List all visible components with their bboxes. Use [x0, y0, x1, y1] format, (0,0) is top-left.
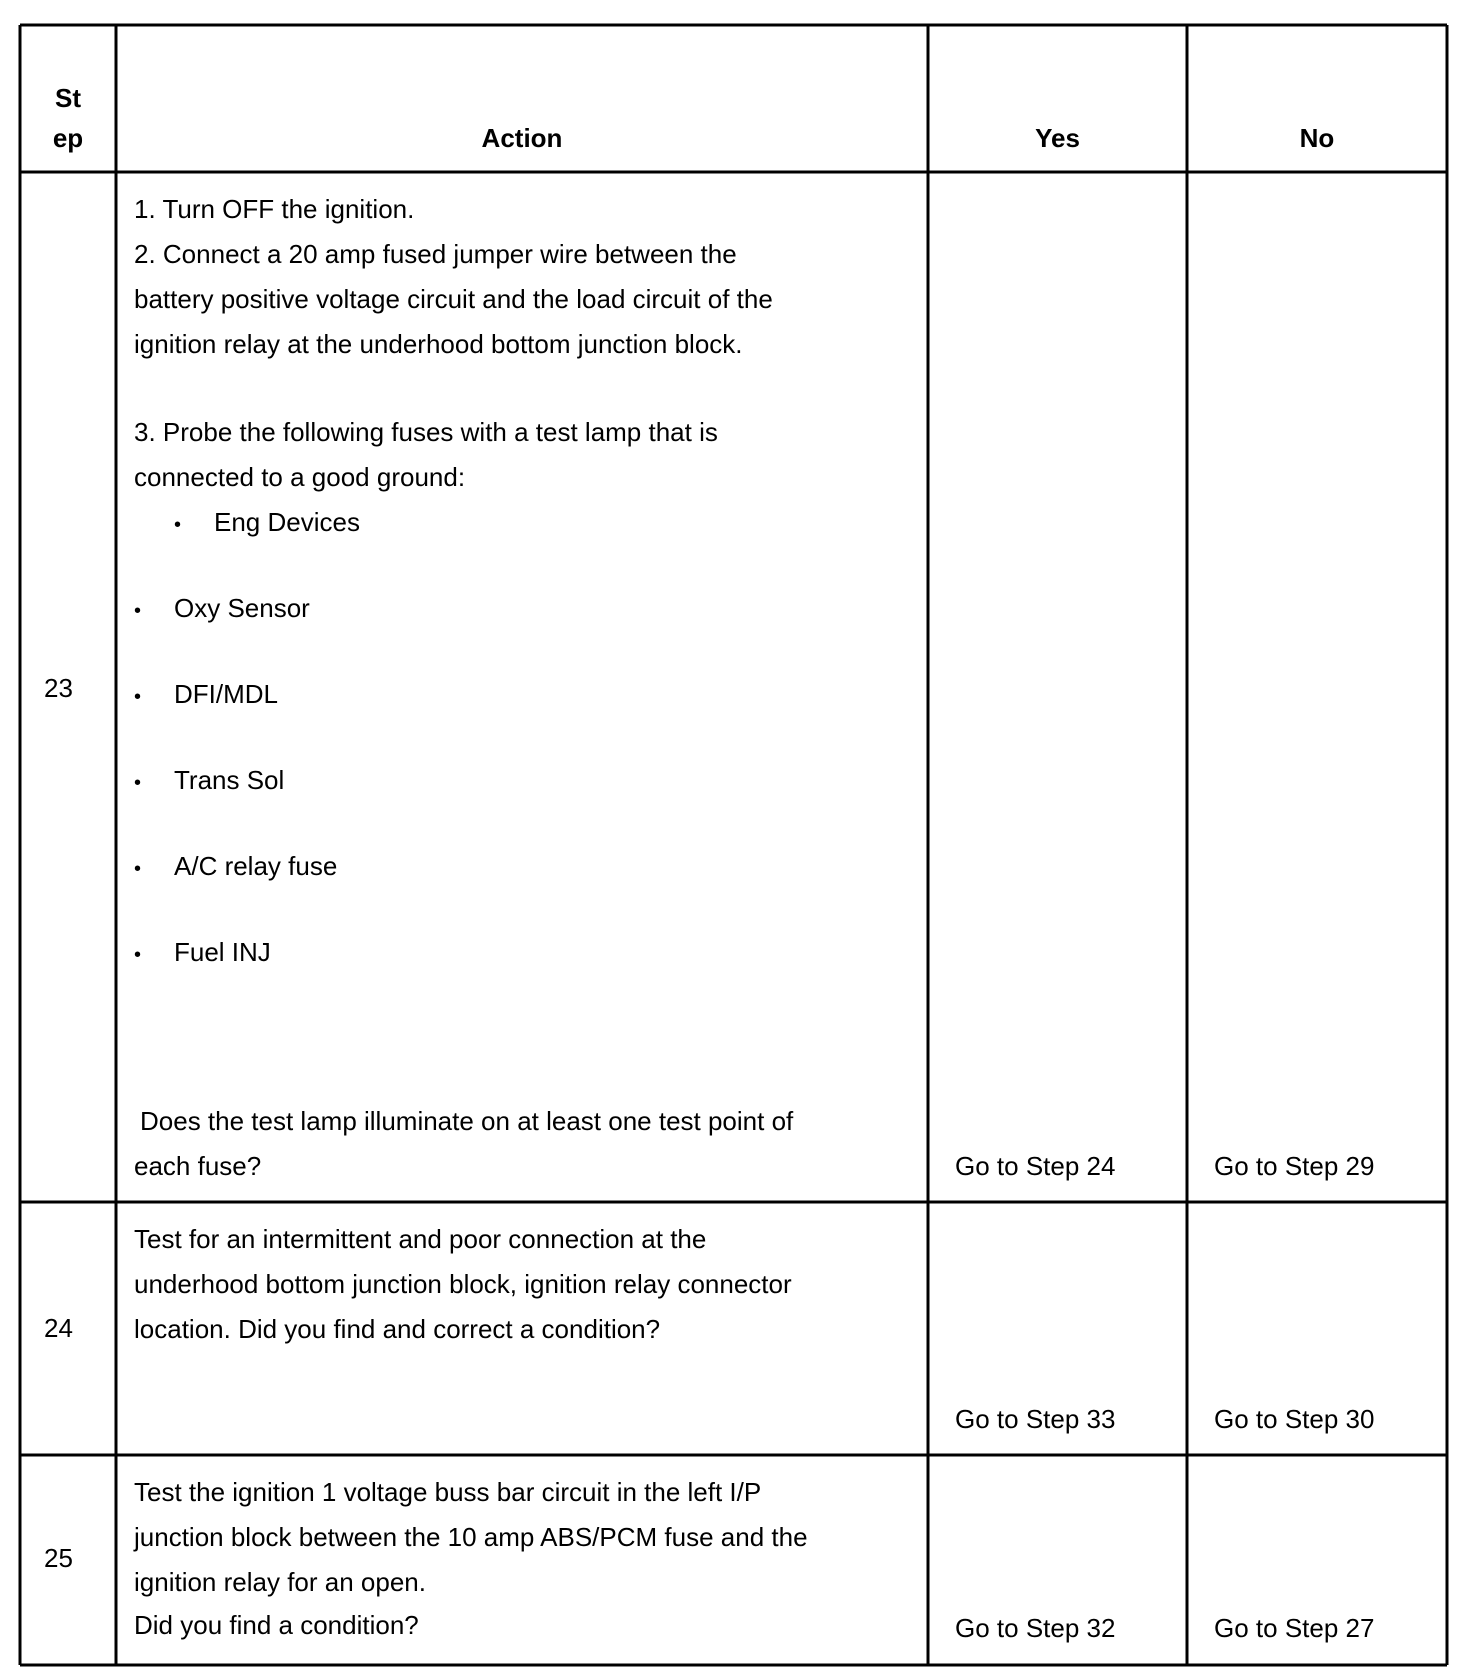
yes-result: Go to Step 24	[955, 1151, 1116, 1181]
action-line: Did you find a condition?	[134, 1610, 419, 1640]
bullet-icon: •	[134, 944, 142, 966]
no-result: Go to Step 30	[1214, 1404, 1375, 1434]
bullet-icon: •	[134, 600, 142, 622]
list-item	[174, 500, 360, 547]
step-number: 25	[44, 1543, 73, 1573]
no-result: Go to Step 27	[1214, 1613, 1375, 1643]
step-number: 23	[44, 673, 73, 703]
action-line: 2. Connect a 20 amp fused jumper wire between the	[134, 239, 737, 269]
action-line: Test the ignition 1 voltage buss bar circuit in the left I/P	[134, 1477, 762, 1507]
list-item-label: Oxy Sensor	[174, 593, 310, 623]
header-yes: Yes	[1035, 123, 1080, 153]
action-line: ignition relay at the underhood bottom junction block.	[134, 329, 743, 359]
action-line: ignition relay for an open.	[134, 1567, 426, 1597]
action-line: junction block between the 10 amp ABS/PCM fuse and the	[134, 1522, 808, 1552]
list-item-label: Trans Sol	[174, 765, 285, 795]
bullet-icon: •	[134, 686, 142, 708]
action-question: Does the test lamp illuminate on at least one test point of	[140, 1106, 794, 1136]
list-item-label: Eng Devices	[214, 507, 360, 537]
bullet-icon: •	[134, 858, 142, 880]
action-line: battery positive voltage circuit and the load circuit of the	[134, 284, 773, 314]
list-item	[134, 586, 310, 633]
header-action: Action	[481, 123, 563, 153]
list-item	[134, 758, 284, 805]
bullet-icon: •	[174, 514, 182, 536]
action-question: each fuse?	[134, 1151, 262, 1181]
list-item-label: Fuel INJ	[174, 937, 271, 967]
no-result: Go to Step 29	[1214, 1151, 1375, 1181]
action-line: connected to a good ground:	[134, 462, 466, 492]
list-item	[134, 672, 278, 719]
action-line: underhood bottom junction block, ignition relay connector	[134, 1269, 792, 1299]
header-step-line1: St	[55, 83, 81, 113]
list-item	[134, 844, 337, 891]
bullet-icon: •	[134, 772, 142, 794]
action-line: location. Did you find and correct a condition?	[134, 1314, 661, 1344]
list-item	[134, 930, 271, 977]
step-number: 24	[44, 1313, 73, 1343]
header-no: No	[1299, 123, 1335, 153]
list-item-label: A/C relay fuse	[174, 851, 338, 881]
yes-result: Go to Step 33	[955, 1404, 1116, 1434]
list-item-label: DFI/MDL	[174, 679, 278, 709]
action-line: Test for an intermittent and poor connection at the	[134, 1224, 707, 1254]
action-line: 3. Probe the following fuses with a test lamp that is	[134, 417, 718, 447]
header-step-line2: ep	[52, 123, 84, 153]
yes-result: Go to Step 32	[955, 1613, 1116, 1643]
action-line: 1. Turn OFF the ignition.	[134, 194, 415, 224]
